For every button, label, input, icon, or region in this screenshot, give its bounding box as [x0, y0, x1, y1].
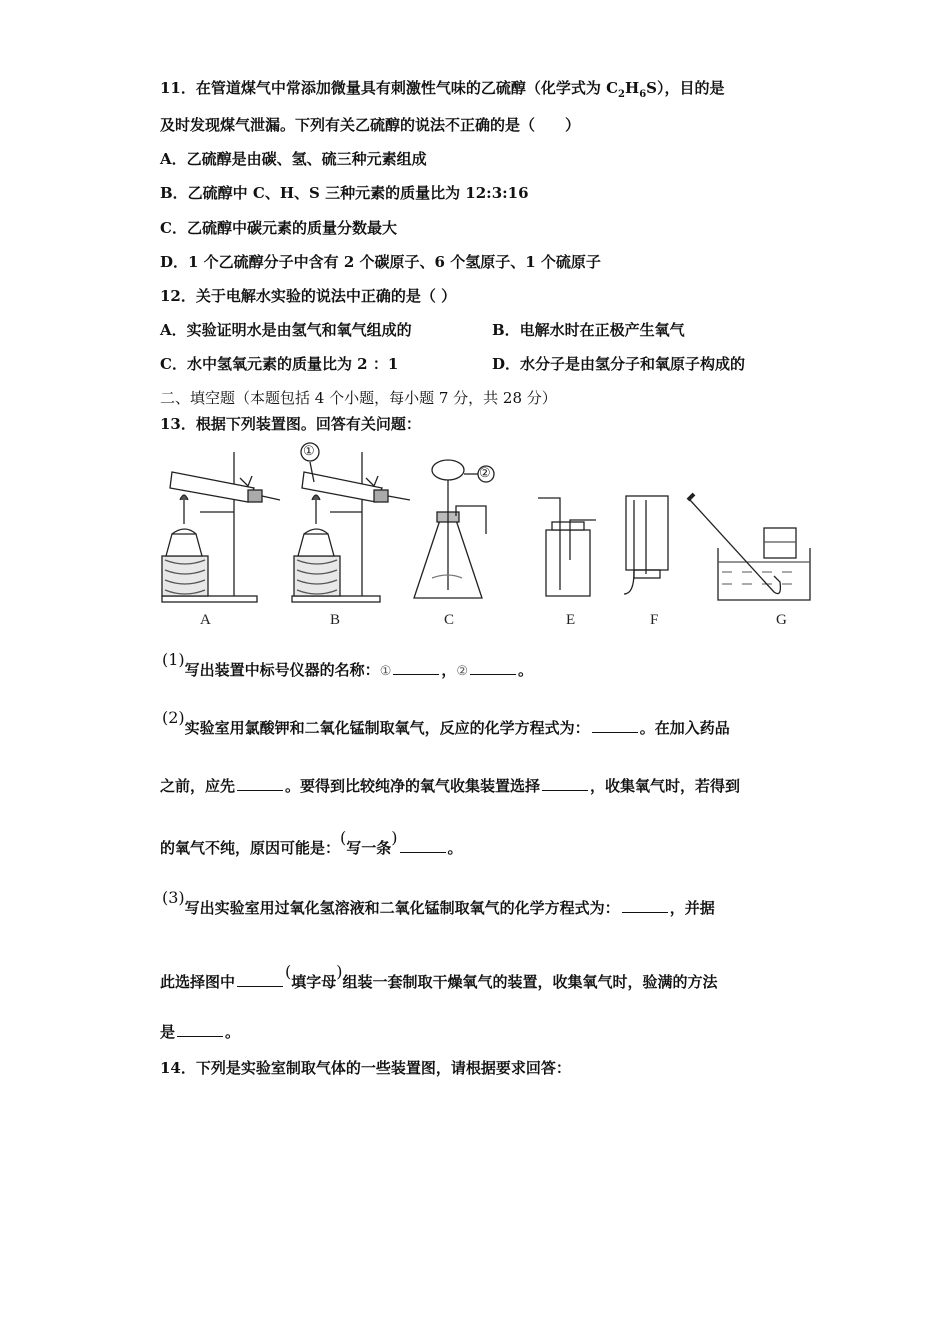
q13-part2-line1: (2)实验室用氯酸钾和二氧化锰制取氧气，反应的化学方程式为： 。在加入药品: [162, 708, 730, 737]
figure-marker-1: ①: [303, 443, 315, 458]
q13-part1-number: (1): [162, 650, 185, 669]
q11-option-b: B．乙硫醇中 C、H、S 三种元素的质量比为 12:3:16: [160, 184, 529, 202]
figure-label-e: E: [566, 612, 576, 628]
q14-stem: 14．下列是实验室制取气体的一些装置图，请根据要求回答：: [160, 1059, 571, 1077]
q11-stem-line1: 11．在管道煤气中常添加微量具有刺激性气味的乙硫醇（化学式为 $C_2H_6S$），目的是: [160, 79, 725, 100]
apparatus-b-drawing: [292, 443, 410, 602]
q13-part3-line1: (3)写出实验室用过氧化氢溶液和二氧化锰制取氧气的化学方程式为： ，并据: [162, 888, 715, 917]
figure-label-b: B: [330, 612, 341, 628]
q11-option-a: A．乙硫醇是由碳、氢、硫三种元素组成: [160, 150, 427, 168]
apparatus-figure: [0, 0, 950, 640]
answer-blank[interactable]: [237, 972, 283, 987]
q13-part3-line3: 是 。: [160, 1023, 241, 1041]
q12-stem: 12．关于电解水实验的说法中正确的是（ ）: [160, 287, 457, 305]
q12-option-a: A．实验证明水是由氢气和氧气组成的: [160, 321, 412, 339]
answer-blank[interactable]: [592, 718, 638, 733]
apparatus-f-drawing: [624, 496, 668, 594]
q13-part3-line2: 此选择图中(填字母)组装一套制取干燥氧气的装置，收集氧气时，验满的方法: [160, 962, 718, 991]
figure-label-g: G: [776, 612, 787, 628]
q11-stem-line2: 及时发现煤气泄漏。下列有关乙硫醇的说法不正确的是（ ）: [160, 116, 581, 134]
q12-option-d: D．水分子是由氢分子和氧原子构成的: [492, 355, 746, 373]
apparatus-g-drawing: [688, 494, 810, 600]
figure-marker-2: ②: [479, 465, 491, 480]
answer-blank[interactable]: [622, 898, 668, 913]
figure-label-f: F: [650, 612, 659, 628]
answer-blank[interactable]: [470, 660, 516, 675]
answer-blank[interactable]: [177, 1022, 223, 1037]
q13-part2-line2: 之前，应先 。要得到比较纯净的氧气收集装置选择 ，收集氧气时，若得到: [160, 777, 741, 795]
answer-blank[interactable]: [393, 660, 439, 675]
answer-blank[interactable]: [237, 776, 283, 791]
q11-option-d: D．1 个乙硫醇分子中含有 2 个碳原子、6 个氢原子、1 个硫原子: [160, 253, 601, 271]
q12-option-c: C．水中氢氧元素的质量比为 2 ：1: [160, 355, 399, 373]
q13-part2-line3: 的氧气不纯，原因可能是：(写一条)。: [160, 828, 463, 857]
figure-label-c: C: [444, 612, 455, 628]
q13-stem: 13．根据下列装置图。回答有关问题：: [160, 415, 421, 433]
q12-option-b: B．电解水时在正极产生氧气: [492, 321, 685, 339]
apparatus-e-drawing: [538, 498, 596, 596]
answer-blank[interactable]: [542, 776, 588, 791]
q11-option-c: C．乙硫醇中碳元素的质量分数最大: [160, 219, 397, 237]
answer-blank[interactable]: [400, 838, 446, 853]
q13-part1: (1)写出装置中标号仪器的名称：① ，② 。: [162, 650, 534, 679]
figure-label-a: A: [200, 612, 211, 628]
section-heading: 二、填空题（本题包括 4 个小题，每小题 7 分，共 28 分）: [160, 389, 557, 407]
apparatus-a-drawing: [162, 452, 280, 602]
